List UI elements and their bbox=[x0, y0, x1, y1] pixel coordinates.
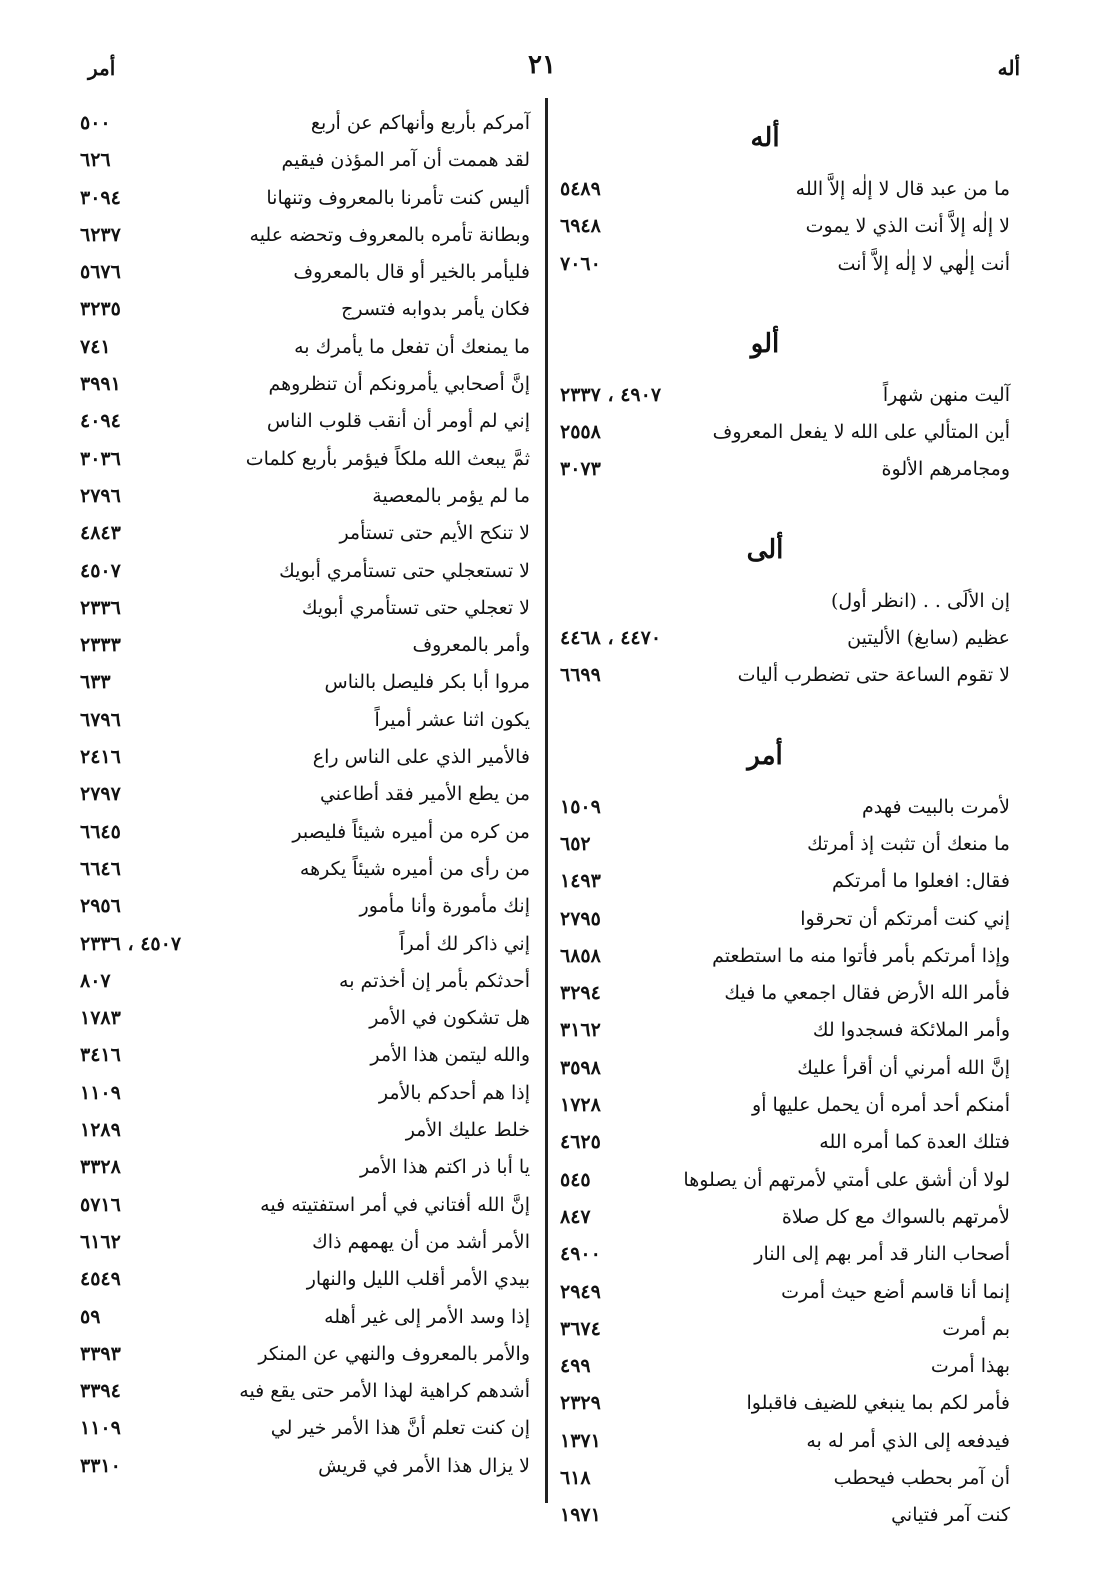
entry-reference: ٣٠٧٣ bbox=[560, 458, 601, 481]
entry-text: من كره من أميره شيئاً فليصبر bbox=[292, 820, 530, 843]
entry-text: مروا أبا بكر فليصل بالناس bbox=[324, 671, 530, 694]
entry-text: لأمرتهم بالسواك مع كل صلاة bbox=[781, 1205, 1010, 1228]
entry-text: هل تشكون في الأمر bbox=[369, 1007, 530, 1030]
index-entry bbox=[560, 246, 1010, 283]
index-entry bbox=[80, 1261, 530, 1298]
entry-reference: ٣٠٣٦ bbox=[80, 447, 121, 470]
entry-reference: ٣٦٧٤ bbox=[560, 1317, 601, 1340]
index-entry bbox=[560, 1311, 1010, 1348]
entry-reference: ١٧٢٨ bbox=[560, 1094, 601, 1117]
entry-text: ما يمنعك أن تفعل ما يأمرك به bbox=[294, 335, 530, 358]
entry-text: فأمر الله الأرض فقال اجمعي ما فيك bbox=[724, 982, 1010, 1005]
entry-text: من يطع الأمير فقد أطاعني bbox=[319, 783, 530, 806]
index-entry bbox=[80, 814, 530, 851]
entry-text: لا تنكح الأيم حتى تستأمر bbox=[339, 522, 530, 545]
entry-reference: ٨٤٧ bbox=[560, 1205, 591, 1228]
entry-reference: ٦٩٤٨ bbox=[560, 215, 601, 238]
entry-reference: ٣٠٩٤ bbox=[80, 186, 121, 209]
entry-text: كنت آمر فتياني bbox=[891, 1504, 1010, 1527]
entry-text: بهذا أمرت bbox=[930, 1355, 1010, 1378]
index-entry bbox=[80, 776, 530, 813]
entry-reference: ١٧٨٣ bbox=[80, 1007, 121, 1030]
index-entry bbox=[560, 1087, 1010, 1124]
entry-text: إنما أنا قاسم أضع حيث أمرت bbox=[781, 1280, 1010, 1303]
entry-reference: ٦٢٣٧ bbox=[80, 223, 121, 246]
entry-reference: ٤٥٠٧ ، ٢٣٣٦ bbox=[80, 932, 182, 955]
index-entry bbox=[80, 590, 530, 627]
entry-text: من رأى من أميره شيئاً يكرهه bbox=[299, 857, 530, 880]
index-entry bbox=[560, 1385, 1010, 1422]
entry-text: إنَّ الله أمرني أن أقرأ عليك bbox=[797, 1056, 1010, 1079]
entry-reference: ٦٥٢ bbox=[560, 832, 591, 855]
section-heading: ألو bbox=[750, 328, 780, 359]
index-entry bbox=[560, 1162, 1010, 1199]
index-entry bbox=[560, 1274, 1010, 1311]
index-entry bbox=[80, 217, 530, 254]
index-entry bbox=[80, 1448, 530, 1485]
entry-reference: ٣١٦٢ bbox=[560, 1019, 601, 1042]
entry-reference: ٢٧٩٦ bbox=[80, 484, 121, 507]
index-entry bbox=[80, 1075, 530, 1112]
index-entry bbox=[80, 1336, 530, 1373]
running-head-left: أمر bbox=[88, 56, 116, 80]
entry-reference: ٥٤٥ bbox=[560, 1168, 591, 1191]
page-number: ٢١ bbox=[528, 50, 556, 80]
entry-text: يكون اثنا عشر أميراً bbox=[374, 708, 530, 731]
left-column bbox=[80, 105, 530, 1485]
index-entry bbox=[80, 329, 530, 366]
index-entry bbox=[560, 414, 1010, 451]
index-entry bbox=[80, 403, 530, 440]
entry-reference: ٣٣٢٨ bbox=[80, 1156, 121, 1179]
entry-text: أليس كنت تأمرنا بالمعروف وتنهانا bbox=[266, 186, 530, 209]
entry-text: فليأمر بالخير أو قال بالمعروف bbox=[293, 261, 530, 284]
page-header bbox=[0, 48, 1113, 88]
entry-reference: ٧٤١ bbox=[80, 335, 111, 358]
entry-reference: ٦٦٤٦ bbox=[80, 857, 121, 880]
running-head-right: أله bbox=[997, 56, 1020, 80]
index-entry bbox=[80, 1299, 530, 1336]
entry-reference: ٢٣٣٦ bbox=[80, 596, 121, 619]
index-entry bbox=[80, 702, 530, 739]
section-heading: أله bbox=[750, 123, 780, 153]
index-entry bbox=[560, 938, 1010, 975]
entry-text: والله ليتمن هذا الأمر bbox=[370, 1044, 530, 1067]
entry-reference: ٧٠٦٠ bbox=[560, 252, 601, 275]
entry-text: لولا أن أشق على أمتي لأمرتهم أن يصلوها bbox=[683, 1168, 1010, 1191]
entry-text: أين المتألي على الله لا يفعل المعروف bbox=[712, 421, 1010, 444]
entry-text: لقد هممت أن آمر المؤذن فيقيم bbox=[281, 149, 530, 172]
entry-reference: ١٥٠٩ bbox=[560, 795, 601, 818]
index-entry bbox=[80, 142, 530, 179]
entry-reference: ٤٤٧٠ ، ٤٤٦٨ bbox=[560, 627, 662, 650]
section-heading: أمر bbox=[747, 740, 783, 771]
entry-reference: ٤٨٤٣ bbox=[80, 522, 121, 545]
entry-text: ومجامرهم الألوة bbox=[881, 458, 1010, 481]
entry-reference: ٣٩٩١ bbox=[80, 373, 121, 396]
index-entry bbox=[80, 963, 530, 1000]
entry-reference: ٥٤٨٩ bbox=[560, 178, 601, 200]
entry-reference: ٦٧٩٦ bbox=[80, 708, 121, 731]
entry-reference: ٦٨٥٨ bbox=[560, 944, 601, 967]
entry-text: والأمر بالمعروف والنهي عن المنكر bbox=[258, 1342, 530, 1365]
entry-reference: ٤٩٩ bbox=[560, 1355, 591, 1378]
entry-reference: ١٩٧١ bbox=[560, 1504, 601, 1527]
entry-text: إني كنت أمرتكم أن تحرقوا bbox=[800, 907, 1010, 930]
entry-text: ثمَّ يبعث الله ملكاً فيؤمر بأربع كلمات bbox=[245, 447, 530, 470]
entry-text: فأمر لكم بما ينبغي للضيف فاقبلوا bbox=[746, 1392, 1010, 1415]
entry-text: خلط عليك الأمر bbox=[405, 1119, 530, 1142]
index-entry bbox=[560, 826, 1010, 863]
entry-reference: ٢٧٩٥ bbox=[560, 907, 601, 930]
entry-text: لا تقوم الساعة حتى تضطرب أليات bbox=[737, 664, 1010, 687]
entry-reference: ١٣٧١ bbox=[560, 1429, 601, 1452]
entry-text: لا إلٰه إلاَّ أنت الذي لا يموت bbox=[805, 215, 1010, 238]
entry-reference: ٦٢٦ bbox=[80, 149, 111, 172]
index-entry bbox=[80, 1373, 530, 1410]
index-entry bbox=[80, 664, 530, 701]
index-entry bbox=[80, 553, 530, 590]
entry-text: فتلك العدة كما أمره الله bbox=[819, 1131, 1010, 1154]
entry-reference: ٣٣٩٣ bbox=[80, 1342, 121, 1365]
entry-reference: ١١٠٩ bbox=[80, 1417, 121, 1440]
index-entry bbox=[80, 739, 530, 776]
entry-reference: ١٤٩٣ bbox=[560, 870, 601, 893]
entry-text: إن كنت تعلم أنَّ هذا الأمر خير لي bbox=[270, 1417, 530, 1440]
entry-reference: ٣٥٩٨ bbox=[560, 1056, 601, 1079]
entry-text: وأمر بالمعروف bbox=[412, 634, 530, 657]
entry-reference: ٦٦٩٩ bbox=[560, 664, 601, 687]
entry-reference: ٤٥٠٧ bbox=[80, 559, 121, 582]
entry-text: أمنكم أحد أمره أن يحمل عليها أو bbox=[752, 1094, 1010, 1117]
index-entry bbox=[80, 441, 530, 478]
entry-text: أن آمر بحطب فيحطب bbox=[833, 1467, 1010, 1490]
entry-reference: ٦٣٣ bbox=[80, 671, 111, 694]
entry-text: وبطانة تأمره بالمعروف وتحضه عليه bbox=[249, 223, 530, 246]
index-entry bbox=[80, 1112, 530, 1149]
index-entry bbox=[560, 1050, 1010, 1087]
index-entry bbox=[80, 888, 530, 925]
index-entry bbox=[80, 1187, 530, 1224]
entry-reference: ٣٣٩٤ bbox=[80, 1380, 121, 1403]
index-entry bbox=[560, 863, 1010, 900]
entry-text: ما من عبد قال لا إلٰه إلاَّ الله bbox=[795, 178, 1010, 200]
entry-text: بيدي الأمر أقلب الليل والنهار bbox=[306, 1268, 530, 1291]
index-entry bbox=[560, 208, 1010, 245]
entry-text: أنت إلٰهي لا إلٰه إلاَّ أنت bbox=[837, 252, 1010, 275]
index-entry bbox=[560, 171, 1010, 208]
index-entry bbox=[560, 451, 1010, 488]
entry-text: بم أمرت bbox=[942, 1317, 1010, 1340]
index-entry bbox=[560, 583, 1010, 620]
entry-reference: ١٢٨٩ bbox=[80, 1119, 121, 1142]
right-column bbox=[560, 105, 1010, 1535]
entry-reference: ١١٠٩ bbox=[80, 1081, 121, 1104]
entry-reference: ٦١٦٢ bbox=[80, 1230, 121, 1253]
entry-reference: ٤٠٩٤ bbox=[80, 410, 121, 433]
entry-reference: ٥٧١٦ bbox=[80, 1193, 121, 1216]
entry-reference: ٨٠٧ bbox=[80, 969, 111, 992]
entry-reference: ٢٣٢٩ bbox=[560, 1392, 601, 1415]
index-entry bbox=[560, 657, 1010, 694]
index-entry bbox=[80, 926, 530, 963]
section-heading: ألى bbox=[746, 534, 784, 565]
entry-text: أحدثكم بأمر إن أخذتم به bbox=[339, 969, 530, 992]
entry-reference: ٥٠٠ bbox=[80, 112, 111, 134]
entry-text: لا تستعجلي حتى تستأمري أبويك bbox=[279, 559, 530, 582]
entry-reference: ٤٥٤٩ bbox=[80, 1268, 121, 1291]
entry-reference: ٣٣١٠ bbox=[80, 1454, 121, 1477]
entry-text: ما منعك أن تثبت إذ أمرتك bbox=[807, 832, 1010, 855]
entry-text: ما لم يؤمر بالمعصية bbox=[372, 484, 530, 507]
entry-text: آمركم بأربع وأنهاكم عن أربع bbox=[310, 112, 530, 134]
index-entry bbox=[80, 1149, 530, 1186]
index-entry bbox=[560, 1460, 1010, 1497]
column-divider bbox=[545, 98, 548, 1503]
index-entry bbox=[560, 1199, 1010, 1236]
entry-text: لا يزال هذا الأمر في قريش bbox=[318, 1454, 530, 1477]
entry-reference: ٦١٨ bbox=[560, 1467, 591, 1490]
entry-text: لأمرت بالبيت فهدم bbox=[861, 795, 1010, 818]
index-entry bbox=[80, 291, 530, 328]
entry-text: الأمر أشد من أن يهمهم ذاك bbox=[312, 1230, 530, 1253]
index-entry bbox=[80, 180, 530, 217]
entry-reference: ٥٦٧٦ bbox=[80, 261, 121, 284]
entry-text: فكان يأمر بدوابه فتسرج bbox=[341, 298, 530, 321]
entry-reference: ٢٩٤٩ bbox=[560, 1280, 601, 1303]
entry-text: إني ذاكر لك أمراً bbox=[399, 932, 530, 955]
entry-text: إنَّ الله أفتاني في أمر استفتيته فيه bbox=[260, 1193, 530, 1216]
entry-reference: ٢٩٥٦ bbox=[80, 895, 121, 918]
entry-text: إني لم أومر أن أنقب قلوب الناس bbox=[266, 410, 530, 433]
entry-text: وإذا أمرتكم بأمر فأتوا منه ما استطعتم bbox=[712, 944, 1010, 967]
entry-text: فقال: افعلوا ما أمرتكم bbox=[831, 870, 1010, 893]
entry-text: فالأمير الذي على الناس راع bbox=[312, 746, 530, 769]
entry-text: آليت منهن شهراً bbox=[882, 383, 1010, 406]
entry-text: أشدهم كراهية لهذا الأمر حتى يقع فيه bbox=[239, 1380, 530, 1403]
entry-text: إذا وسد الأمر إلى غير أهله bbox=[324, 1305, 530, 1328]
index-entry bbox=[80, 1000, 530, 1037]
entry-reference: ٦٦٤٥ bbox=[80, 820, 121, 843]
index-entry bbox=[560, 1012, 1010, 1049]
index-entry bbox=[560, 377, 1010, 414]
index-entry bbox=[560, 1497, 1010, 1534]
entry-reference: ٣٤١٦ bbox=[80, 1044, 121, 1067]
index-entry bbox=[80, 478, 530, 515]
index-entry bbox=[80, 105, 530, 142]
index-entry bbox=[80, 515, 530, 552]
index-entry bbox=[80, 1224, 530, 1261]
index-entry bbox=[560, 789, 1010, 826]
entry-reference: ٥٩ bbox=[80, 1305, 101, 1328]
index-entry bbox=[80, 254, 530, 291]
index-entry bbox=[80, 1037, 530, 1074]
index-entry bbox=[80, 851, 530, 888]
entry-text: وأمر الملائكة فسجدوا لك bbox=[812, 1019, 1010, 1042]
entry-reference: ٤٦٢٥ bbox=[560, 1131, 601, 1154]
entry-text: يا أبا ذر اكتم هذا الأمر bbox=[359, 1156, 530, 1179]
index-entry bbox=[80, 627, 530, 664]
entry-text: أصحاب النار قد أمر بهم إلى النار bbox=[754, 1243, 1010, 1266]
entry-reference: ٢٥٥٨ bbox=[560, 421, 601, 444]
entry-text: عظيم (سابغ) الأليتين bbox=[847, 627, 1010, 650]
entry-text: إذا هم أحدكم بالأمر bbox=[378, 1081, 530, 1104]
entry-reference: ٢٤١٦ bbox=[80, 746, 121, 769]
entry-text: فيدفعه إلى الذي أمر له به bbox=[806, 1429, 1010, 1452]
entry-text: إنَّ أصحابي يأمرونكم أن تنظروهم bbox=[268, 373, 530, 396]
entry-reference: ٢٣٣٣ bbox=[80, 634, 121, 657]
entry-reference: ٣٢٣٥ bbox=[80, 298, 121, 321]
entry-text: لا تعجلي حتى تستأمري أبويك bbox=[301, 596, 530, 619]
index-entry bbox=[560, 901, 1010, 938]
index-entry bbox=[560, 1124, 1010, 1161]
entry-text: إنك مأمورة وأنا مأمور bbox=[359, 895, 530, 918]
index-entry bbox=[560, 975, 1010, 1012]
index-entry bbox=[80, 1410, 530, 1447]
index-entry bbox=[560, 1423, 1010, 1460]
entry-reference: ٢٧٩٧ bbox=[80, 783, 121, 806]
index-entry bbox=[560, 620, 1010, 657]
entry-text: إن الألَى . . (انظر أول) bbox=[831, 589, 1010, 612]
entry-reference: ٤٩٠٠ bbox=[560, 1243, 601, 1266]
index-entry bbox=[560, 1236, 1010, 1273]
index-entry bbox=[560, 1348, 1010, 1385]
entry-reference: ٣٢٩٤ bbox=[560, 982, 601, 1005]
index-entry bbox=[80, 366, 530, 403]
entry-reference: ٤٩٠٧ ، ٢٣٣٧ bbox=[560, 383, 662, 406]
